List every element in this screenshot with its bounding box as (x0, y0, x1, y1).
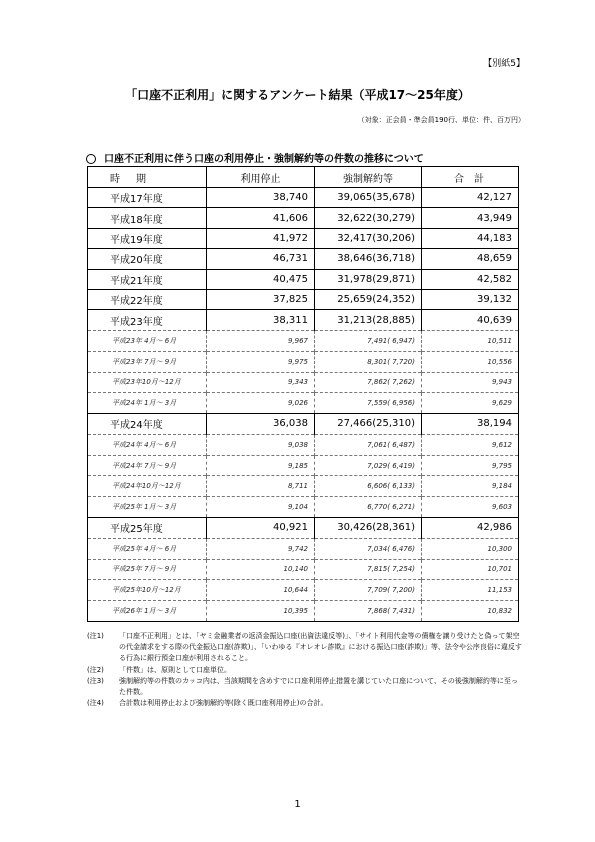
year-row (88, 518, 519, 538)
quarter-row (88, 351, 519, 372)
total-cell: 10,701 (422, 559, 519, 580)
quarter-row (88, 372, 519, 393)
year-row (88, 188, 519, 208)
year-row (88, 414, 519, 434)
suspend-cell: 9,967 (207, 330, 315, 351)
closure-cell: 27,466(25,310) (315, 414, 422, 434)
period-cell: 平成26年 1月〜 3月 (88, 601, 207, 622)
closure-cell: 7,029( 6,419) (315, 455, 422, 476)
total-cell: 48,659 (422, 249, 519, 269)
period-cell: 平成24年度 (88, 414, 207, 434)
closure-cell: 32,417(30,206) (315, 228, 422, 248)
closure-cell: 31,978(29,871) (315, 269, 422, 289)
total-cell: 9,603 (422, 497, 519, 518)
total-cell: 9,612 (422, 434, 519, 455)
suspend-cell: 38,740 (207, 188, 315, 208)
period-cell: 平成23年度 (88, 310, 207, 330)
period-cell: 平成23年 4月〜 6月 (88, 330, 207, 351)
quarter-row (88, 455, 519, 476)
footnote (87, 676, 522, 698)
quarter-row (88, 601, 519, 622)
total-cell: 9,629 (422, 393, 519, 414)
period-cell: 平成23年10月〜12月 (88, 372, 207, 393)
closure-cell: 7,862( 7,262) (315, 372, 422, 393)
total-cell: 43,949 (422, 208, 519, 228)
footnote-text: 強制解約等の件数のカッコ内は、当該期間を含めすでに口座利用停止措置を講じていた口座について、その後強制解約等に至った件数。 (119, 676, 518, 697)
total-cell: 10,832 (422, 601, 519, 622)
closure-cell: 25,659(24,352) (315, 289, 422, 309)
period-cell: 平成18年度 (88, 208, 207, 228)
footnote-text: 「口座不正利用」とは、「ヤミ金融業者の返済金振込口座(出資法違反等)」、「サイト利用代金等の債権を譲り受けたと偽って架空の代金請求をする際の代金振込口座(詐欺)」、「いわゆる『オレオレ詐欺』における振込口座(詐欺)」等、法令や公序良俗に違反する行為に銀行預金口座が利用されること。 (119, 632, 522, 663)
year-row (88, 228, 519, 248)
suspend-cell: 8,711 (207, 476, 315, 497)
quarter-row (88, 476, 519, 497)
period-cell: 平成25年 7月〜 9月 (88, 559, 207, 580)
closure-cell: 7,868( 7,431) (315, 601, 422, 622)
suspend-cell: 10,395 (207, 601, 315, 622)
suspend-cell: 41,972 (207, 228, 315, 248)
suspend-cell: 38,311 (207, 310, 315, 330)
suspend-cell: 41,606 (207, 208, 315, 228)
total-cell: 42,986 (422, 518, 519, 538)
header-suspend: 利用停止 (207, 167, 315, 188)
period-cell: 平成21年度 (88, 269, 207, 289)
footnote-text: 合計数は利用停止および強制解約等(除く既口座利用停止)の合計。 (119, 699, 328, 708)
period-cell: 平成25年10月〜12月 (88, 580, 207, 601)
suspend-cell: 9,038 (207, 434, 315, 455)
total-cell: 40,639 (422, 310, 519, 330)
year-row (88, 310, 519, 330)
closure-cell: 7,559( 6,956) (315, 393, 422, 414)
quarter-row (88, 497, 519, 518)
section-heading-text: 口座不正利用に伴う口座の利用停止・強制解約等の件数の推移について (104, 154, 424, 165)
closure-cell: 7,034( 6,476) (315, 538, 422, 559)
period-cell: 平成25年 1月〜 3月 (88, 497, 207, 518)
year-row (88, 208, 519, 228)
total-cell: 38,194 (422, 414, 519, 434)
total-cell: 9,943 (422, 372, 519, 393)
period-cell: 平成25年 4月〜 6月 (88, 538, 207, 559)
header-total: 合 計 (422, 167, 519, 188)
circle-bullet-icon (86, 154, 96, 164)
suspend-cell: 9,104 (207, 497, 315, 518)
total-cell: 39,132 (422, 289, 519, 309)
total-cell: 9,184 (422, 476, 519, 497)
period-cell: 平成22年度 (88, 289, 207, 309)
year-row (88, 249, 519, 269)
suspend-cell: 9,742 (207, 538, 315, 559)
closure-cell: 7,709( 7,200) (315, 580, 422, 601)
suspend-cell: 37,825 (207, 289, 315, 309)
table-body (88, 167, 519, 622)
closure-cell: 39,065(35,678) (315, 188, 422, 208)
total-cell: 9,795 (422, 455, 519, 476)
quarter-row (88, 434, 519, 455)
suspend-cell: 9,026 (207, 393, 315, 414)
suspend-cell: 9,185 (207, 455, 315, 476)
closure-cell: 32,622(30,279) (315, 208, 422, 228)
period-cell: 平成24年 7月〜 9月 (88, 455, 207, 476)
year-row (88, 289, 519, 309)
closure-cell: 6,606( 6,133) (315, 476, 422, 497)
period-cell: 平成17年度 (88, 188, 207, 208)
total-cell: 42,582 (422, 269, 519, 289)
header-closure: 強制解約等 (315, 167, 422, 188)
suspend-cell: 36,038 (207, 414, 315, 434)
period-cell: 平成20年度 (88, 249, 207, 269)
quarter-row (88, 538, 519, 559)
period-cell: 平成24年 1月〜 3月 (88, 393, 207, 414)
period-cell: 平成23年 7月〜 9月 (88, 351, 207, 372)
statistics-table (87, 166, 519, 622)
suspend-cell: 46,731 (207, 249, 315, 269)
closure-cell: 7,815( 7,254) (315, 559, 422, 580)
total-cell: 11,153 (422, 580, 519, 601)
attachment-label: 【別紙5】 (483, 59, 525, 69)
closure-cell: 38,646(36,718) (315, 249, 422, 269)
quarter-row (88, 559, 519, 580)
footnote-label: (注3) (87, 676, 104, 685)
footnote (87, 665, 522, 676)
suspend-cell: 40,921 (207, 518, 315, 538)
closure-cell: 6,770( 6,271) (315, 497, 422, 518)
closure-cell: 31,213(28,885) (315, 310, 422, 330)
total-cell: 44,183 (422, 228, 519, 248)
suspend-cell: 10,140 (207, 559, 315, 580)
period-cell: 平成24年10月〜12月 (88, 476, 207, 497)
quarter-row (88, 330, 519, 351)
period-cell: 平成25年度 (88, 518, 207, 538)
page-number: 1 (294, 799, 301, 810)
footnote (87, 631, 522, 665)
closure-cell: 7,061( 6,487) (315, 434, 422, 455)
notes-section (87, 631, 522, 709)
header-period: 時 期 (88, 167, 207, 188)
year-row (88, 269, 519, 289)
total-cell: 10,556 (422, 351, 519, 372)
period-cell: 平成24年 4月〜 6月 (88, 434, 207, 455)
footnote (87, 698, 522, 709)
suspend-cell: 9,975 (207, 351, 315, 372)
closure-cell: 8,301( 7,720) (315, 351, 422, 372)
suspend-cell: 9,343 (207, 372, 315, 393)
footnote-label: (注4) (87, 699, 104, 708)
total-cell: 42,127 (422, 188, 519, 208)
footnote-label: (注1) (87, 632, 104, 640)
closure-cell: 30,426(28,361) (315, 518, 422, 538)
scope-note: （対象：正会員・準会員190行、単位：件、百万円） (357, 116, 525, 124)
document-title: 「口座不正利用」に関するアンケート結果（平成17〜25年度） (125, 88, 470, 102)
footnote-label: (注2) (87, 665, 104, 674)
quarter-row (88, 393, 519, 414)
table-header-row (88, 167, 519, 188)
footnote-text: 「件数」は、原則として口座単位。 (119, 665, 231, 674)
section-heading (86, 150, 424, 165)
suspend-cell: 10,644 (207, 580, 315, 601)
suspend-cell: 40,475 (207, 269, 315, 289)
period-cell: 平成19年度 (88, 228, 207, 248)
total-cell: 10,300 (422, 538, 519, 559)
quarter-row (88, 580, 519, 601)
closure-cell: 7,491( 6,947) (315, 330, 422, 351)
total-cell: 10,511 (422, 330, 519, 351)
